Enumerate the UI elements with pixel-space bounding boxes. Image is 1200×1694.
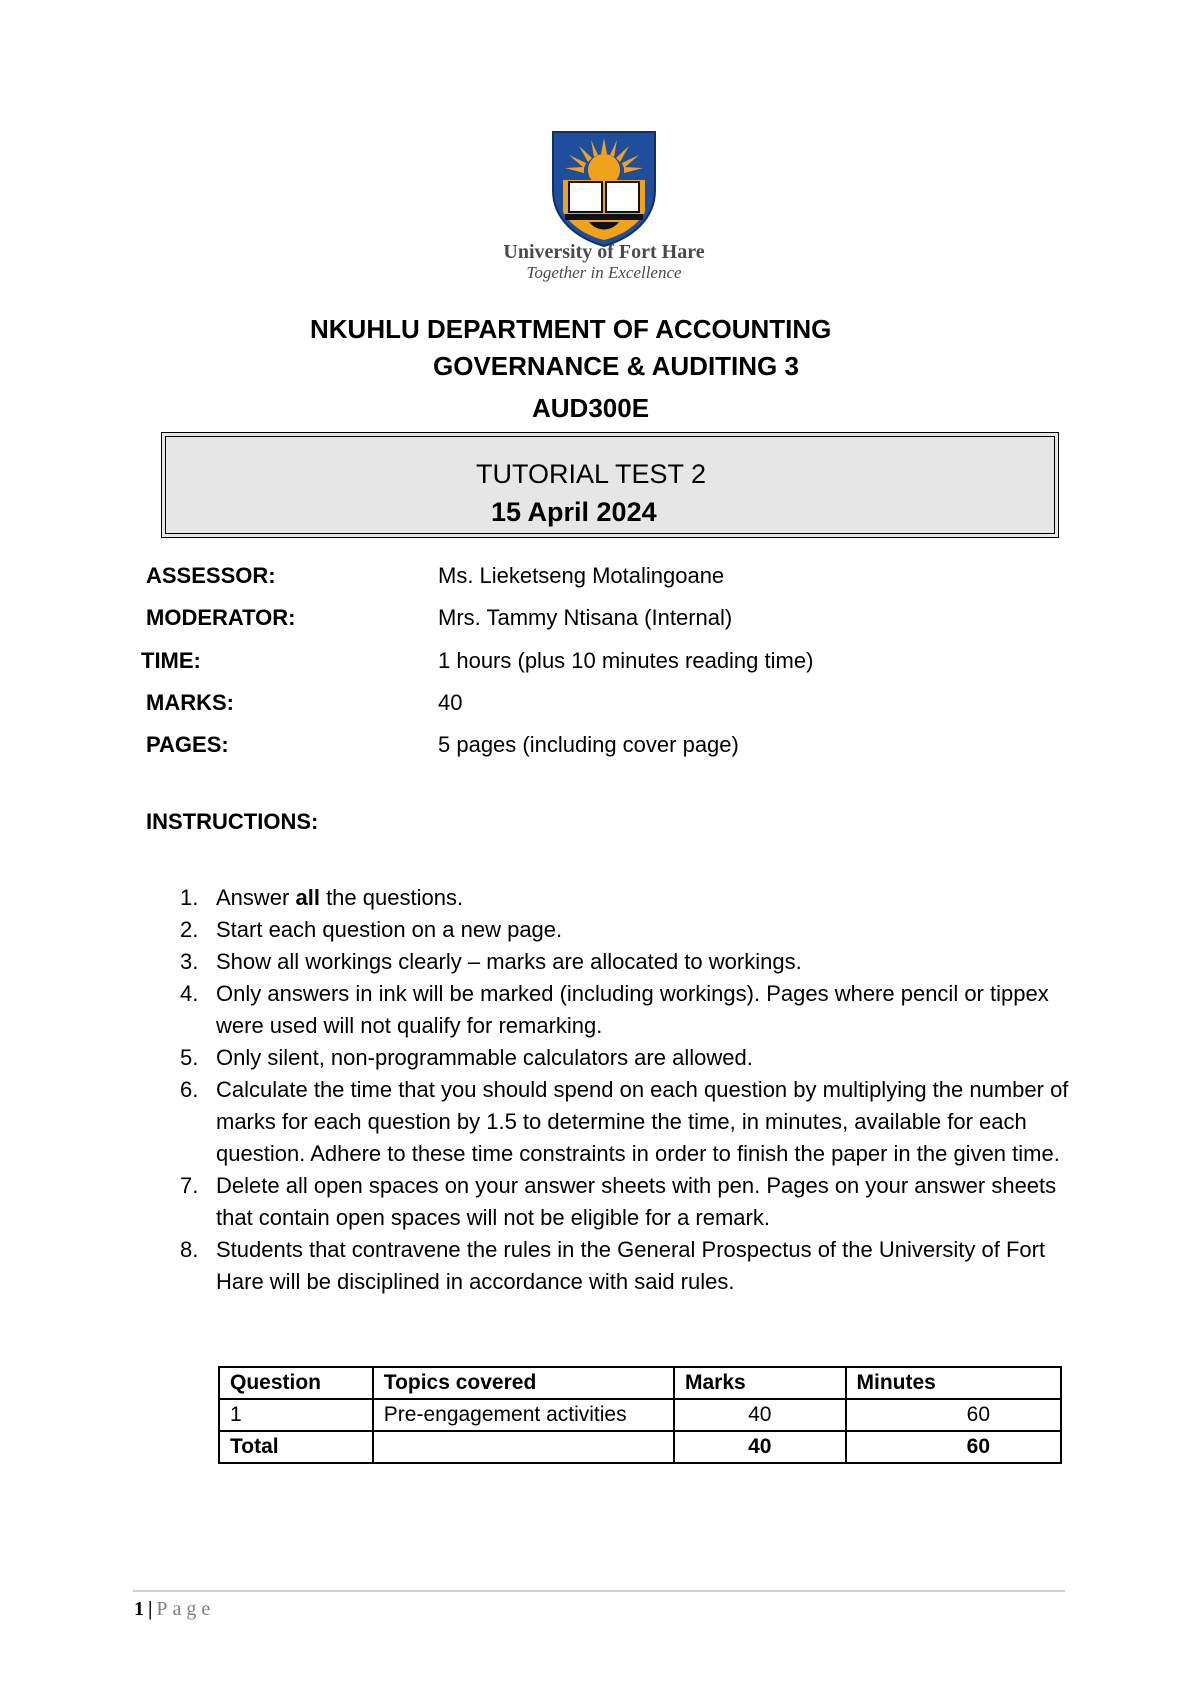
time-value: 1 hours (plus 10 minutes reading time): [438, 648, 814, 673]
list-item-number: 1.: [180, 885, 199, 910]
department-heading: NKUHLU DEPARTMENT OF ACCOUNTING: [310, 314, 832, 344]
marks-summary-table: [218, 1366, 1062, 1464]
test-date: 15 April 2024: [491, 497, 657, 527]
list-item-text: Calculate the time that you should spend on each question by multiplying the number of marks for each question by 1.5 to determine the time, in minutes, available for each question. Adhere to these time constraints in order to finish the paper in the given time.: [216, 1077, 1069, 1166]
list-item-emphasis: all: [295, 885, 320, 910]
time-label: TIME:: [141, 648, 201, 673]
list-item-number: 8.: [180, 1237, 199, 1262]
pages-label: PAGES:: [146, 732, 229, 757]
table-cell: 40: [674, 1399, 846, 1431]
university-name: University of Fort Hare: [503, 241, 705, 263]
table-header-cell: Minutes: [846, 1367, 1061, 1399]
list-item-text: Show all workings clearly – marks are allocated to workings.: [216, 949, 802, 974]
test-title: TUTORIAL TEST 2: [476, 459, 707, 489]
list-item-number: 2.: [180, 917, 199, 942]
marks-label: MARKS:: [146, 690, 234, 715]
page-footer: [134, 1598, 215, 1621]
marks-value: 40: [438, 690, 463, 715]
table-header-row: [219, 1367, 1061, 1399]
moderator-value: Mrs. Tammy Ntisana (Internal): [438, 605, 733, 630]
course-code: AUD300E: [532, 393, 650, 423]
list-item-text: [216, 882, 1080, 914]
page-number: 1: [134, 1598, 144, 1620]
list-item-text: Students that contravene the rules in the General Prospectus of the University of Fort Hare will be disciplined in accordance with said rules.: [216, 1237, 1046, 1294]
university-motto: Together in Excellence: [526, 263, 682, 282]
footer-separator: |: [148, 1598, 153, 1620]
instructions-title: INSTRUCTIONS:: [146, 809, 319, 834]
table-cell: 40: [674, 1431, 846, 1463]
table-cell: 60: [846, 1431, 1061, 1463]
table-cell: [373, 1431, 674, 1463]
list-item-text-part: the questions.: [319, 885, 464, 910]
list-item: [180, 978, 1080, 1042]
instructions-list: [180, 882, 1080, 1298]
table-header-cell: Question: [219, 1367, 373, 1399]
list-item: [180, 946, 1080, 978]
list-item-text: Only silent, non-programmable calculators are allowed.: [216, 1045, 753, 1070]
list-item: [180, 1170, 1080, 1234]
list-item-number: 6.: [180, 1077, 199, 1102]
assessor-value: Ms. Lieketseng Motalingoane: [438, 563, 725, 588]
table-cell: Pre-engagement activities: [373, 1399, 674, 1431]
page-word: Page: [156, 1598, 216, 1620]
pages-value: 5 pages (including cover page): [438, 732, 739, 757]
table-header-cell: Marks: [674, 1367, 846, 1399]
table-cell: Total: [219, 1431, 373, 1463]
list-item-number: 4.: [180, 981, 199, 1006]
table-header-cell: Topics covered: [373, 1367, 674, 1399]
list-item-text-part: Answer: [216, 885, 296, 910]
list-item-number: 3.: [180, 949, 199, 974]
list-item: [180, 914, 1080, 946]
list-item-text: Start each question on a new page.: [216, 917, 563, 942]
table-cell: 1: [219, 1399, 373, 1431]
table-total-row: [219, 1431, 1061, 1463]
footer-divider: [133, 1590, 1065, 1592]
university-logo: [0, 128, 1200, 282]
list-item-number: 5.: [180, 1045, 199, 1070]
table-row: [219, 1399, 1061, 1431]
subject-heading: GOVERNANCE & AUDITING 3: [433, 351, 799, 381]
list-item: [180, 1042, 1080, 1074]
list-item-number: 7.: [180, 1173, 199, 1198]
list-item-text: Delete all open spaces on your answer sheets with pen. Pages on your answer sheets that contain open spaces will not be eligible for a remark.: [216, 1173, 1057, 1230]
table-cell: 60: [846, 1399, 1061, 1431]
moderator-label: MODERATOR:: [146, 605, 296, 630]
list-item: [180, 1074, 1080, 1170]
list-item-text: Only answers in ink will be marked (including workings). Pages where pencil or tippex were used will not qualify for remarking.: [216, 981, 1049, 1038]
list-item: [180, 882, 1080, 914]
list-item: [180, 1234, 1080, 1298]
assessor-label: ASSESSOR:: [146, 563, 276, 588]
university-crest-icon: [549, 128, 659, 248]
